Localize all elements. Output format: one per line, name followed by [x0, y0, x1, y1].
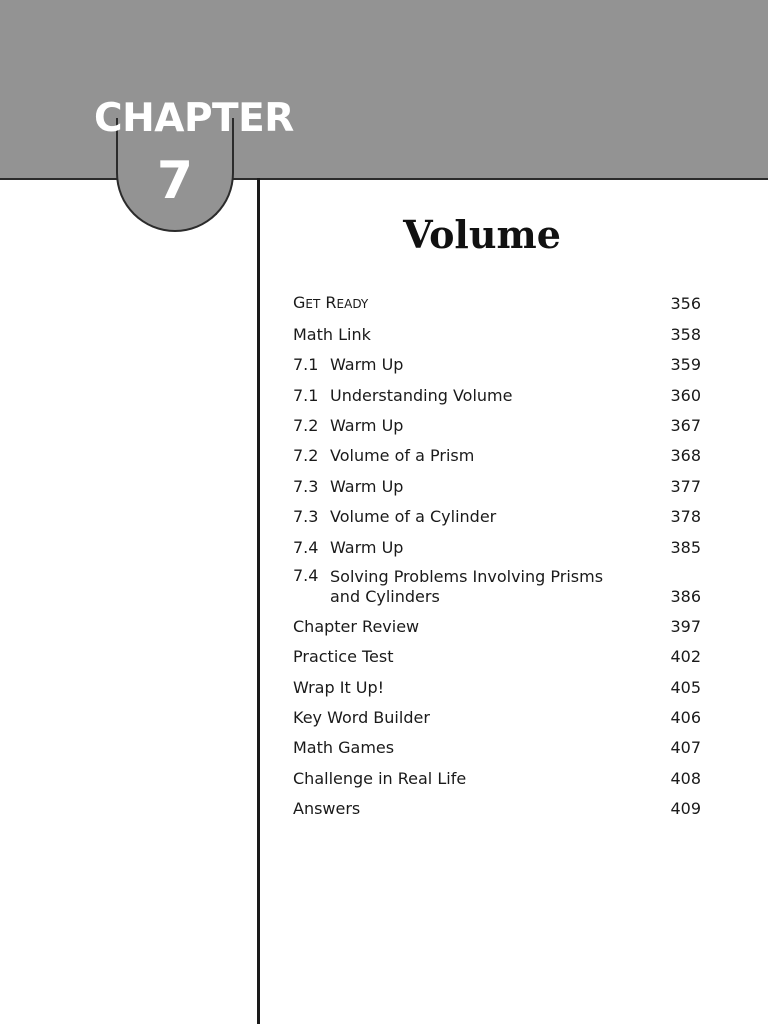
- toc-entry-label: Chapter Review: [293, 616, 420, 636]
- toc-section-number: 7.1: [293, 355, 319, 375]
- toc-row[interactable]: [293, 760, 701, 790]
- vertical-divider: [257, 178, 260, 1024]
- toc-row[interactable]: [293, 791, 701, 821]
- toc-entry-label: Math Link: [293, 324, 371, 344]
- toc-entry-label: [330, 567, 661, 607]
- toc-entry-label: Wrap It Up!: [293, 677, 385, 697]
- toc-entry-label: Understanding Volume: [330, 385, 513, 405]
- chapter-title: Volume: [403, 212, 561, 257]
- toc-row[interactable]: [293, 639, 701, 669]
- toc-entry-line-1: Solving Problems Involving Prisms: [330, 566, 604, 586]
- toc-page-number: 359: [670, 355, 701, 375]
- toc-row[interactable]: [293, 609, 701, 639]
- toc-entry-label: Answers: [293, 799, 361, 819]
- toc-row[interactable]: [293, 730, 701, 760]
- toc-page-number: 405: [670, 677, 701, 697]
- toc-page-number: 360: [670, 385, 701, 405]
- toc-section-number: 7.2: [293, 415, 319, 435]
- chapter-label: CHAPTER: [94, 96, 294, 141]
- toc-page-number: 367: [670, 415, 701, 435]
- table-of-contents: [293, 286, 701, 821]
- toc-row[interactable]: [293, 347, 701, 377]
- toc-entry-label: Practice Test: [293, 647, 394, 667]
- toc-page-number: 406: [670, 708, 701, 728]
- toc-page-number: 407: [670, 738, 701, 758]
- toc-entry-label: Warm Up: [330, 476, 404, 496]
- toc-entry-label: Math Games: [293, 738, 395, 758]
- toc-section-number: 7.2: [293, 446, 319, 466]
- toc-page-number: 385: [670, 537, 701, 557]
- toc-section-number: 7.1: [293, 385, 319, 405]
- toc-page-number: 397: [670, 616, 701, 636]
- toc-section-number: 7.4: [293, 565, 319, 585]
- toc-row-multiline[interactable]: [293, 560, 701, 609]
- toc-get-ready-label: GET READY: [293, 293, 369, 313]
- toc-entry-label: Volume of a Cylinder: [330, 507, 497, 527]
- toc-row[interactable]: [293, 438, 701, 468]
- toc-page-number: 402: [670, 647, 701, 667]
- toc-entry-label: Warm Up: [330, 415, 404, 435]
- toc-entry-label: Warm Up: [330, 355, 404, 375]
- toc-row-get-ready[interactable]: [293, 286, 701, 316]
- chapter-number: 7: [156, 151, 194, 211]
- toc-page-number: 408: [670, 768, 701, 788]
- toc-row[interactable]: [293, 408, 701, 438]
- toc-row[interactable]: [293, 700, 701, 730]
- toc-page-number: 356: [670, 294, 701, 314]
- toc-section-number: 7.3: [293, 476, 319, 496]
- toc-page-number: 409: [670, 799, 701, 819]
- toc-entry-label: Warm Up: [330, 537, 404, 557]
- toc-section-number: 7.4: [293, 537, 319, 557]
- toc-row[interactable]: [293, 529, 701, 559]
- toc-row[interactable]: [293, 468, 701, 498]
- toc-page-number: 368: [670, 446, 701, 466]
- toc-section-number: 7.3: [293, 507, 319, 527]
- toc-entry-label: Key Word Builder: [293, 708, 430, 728]
- toc-page-number: 386: [670, 586, 701, 606]
- toc-entry-line-2: and Cylinders: [330, 586, 440, 606]
- toc-row[interactable]: [293, 377, 701, 407]
- toc-row[interactable]: [293, 669, 701, 699]
- toc-page-number: 378: [670, 507, 701, 527]
- toc-page-number: 377: [670, 476, 701, 496]
- toc-entry-label: Challenge in Real Life: [293, 768, 467, 788]
- toc-entry-label: Volume of a Prism: [330, 446, 475, 466]
- toc-row[interactable]: [293, 316, 701, 346]
- toc-page-number: 358: [670, 324, 701, 344]
- toc-row[interactable]: [293, 499, 701, 529]
